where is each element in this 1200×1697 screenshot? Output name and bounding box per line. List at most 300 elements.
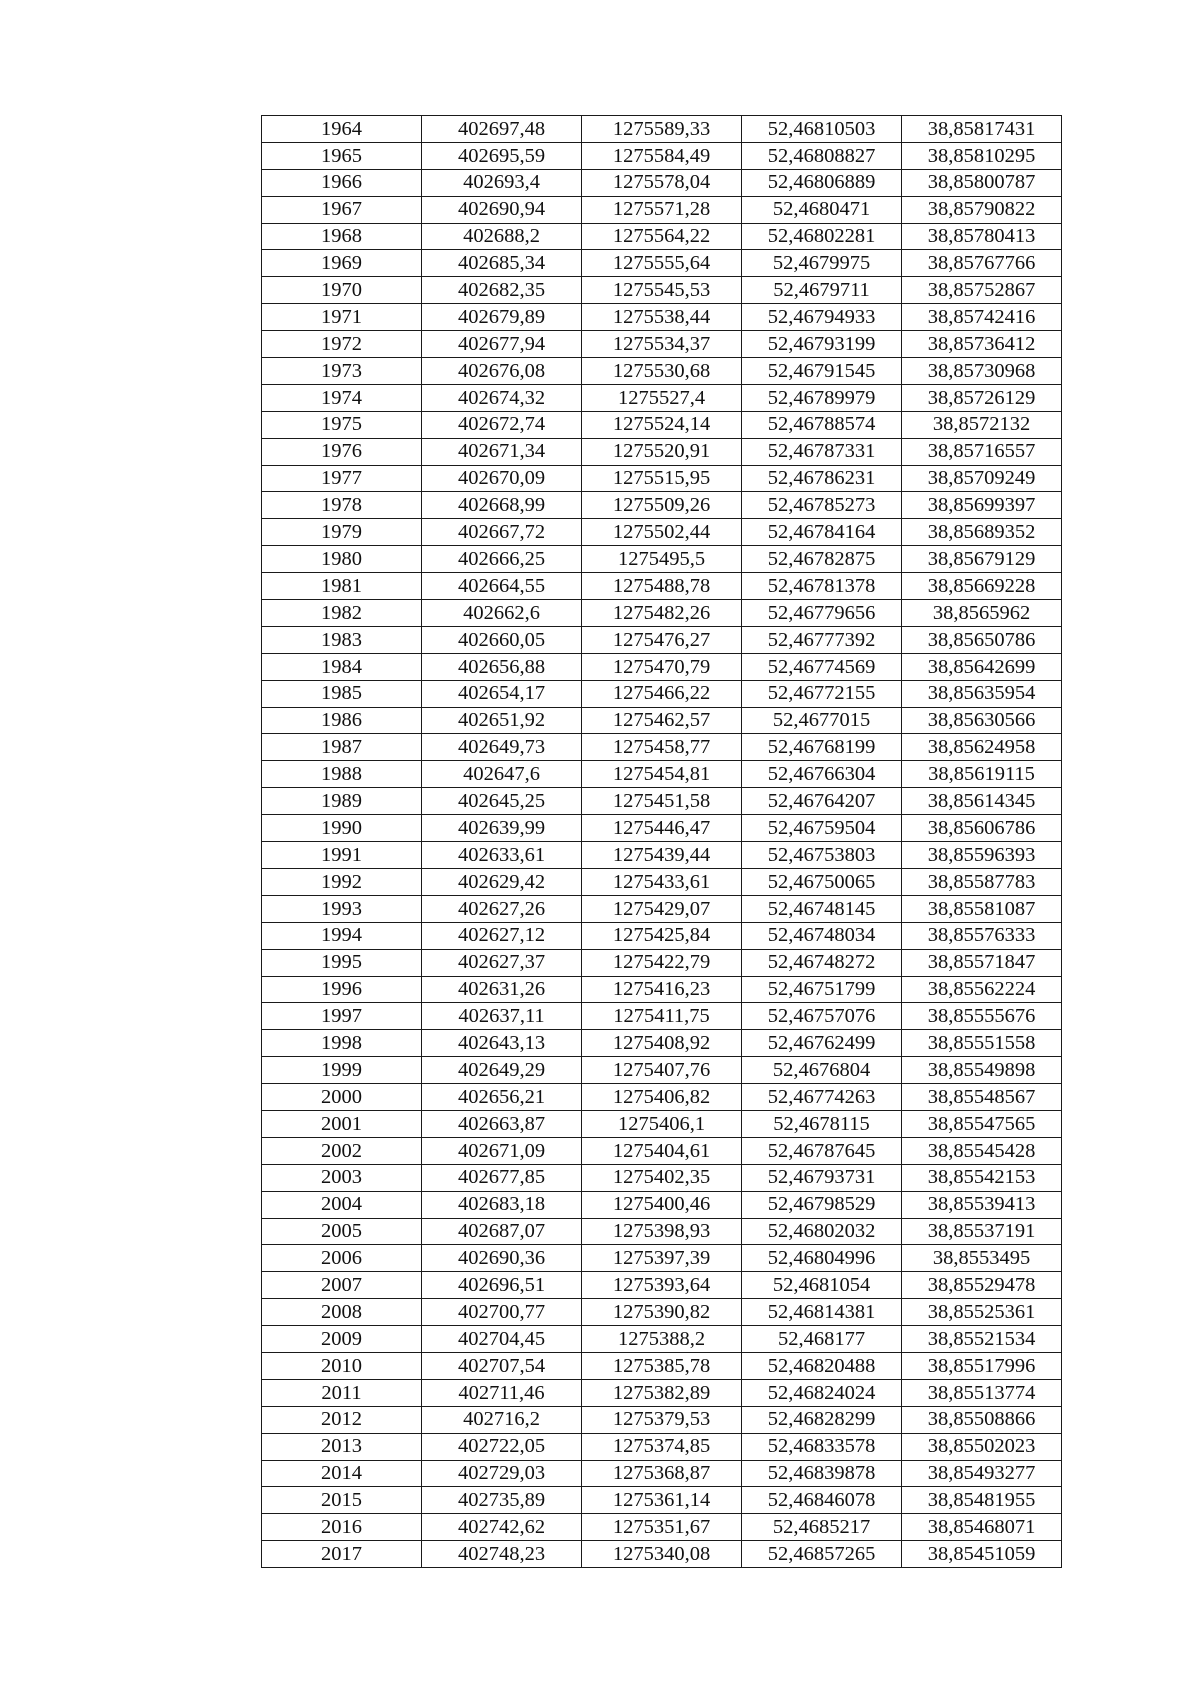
latitude-cell: 52,4676804 — [742, 1057, 902, 1084]
year-cell: 2017 — [262, 1541, 422, 1568]
table-row — [262, 922, 1062, 949]
table-row — [262, 761, 1062, 788]
x-coordinate-cell: 402688,2 — [422, 223, 582, 250]
year-cell: 1979 — [262, 519, 422, 546]
table-row — [262, 1218, 1062, 1245]
table-row — [262, 411, 1062, 438]
latitude-cell: 52,4681054 — [742, 1272, 902, 1299]
latitude-cell: 52,46810503 — [742, 116, 902, 143]
table-row — [262, 626, 1062, 653]
y-coordinate-cell: 1275351,67 — [582, 1514, 742, 1541]
table-row — [262, 707, 1062, 734]
coordinates-table — [261, 115, 1062, 1568]
year-cell: 1989 — [262, 788, 422, 815]
longitude-cell: 38,85596393 — [902, 842, 1062, 869]
longitude-cell: 38,85817431 — [902, 116, 1062, 143]
table-row — [262, 1487, 1062, 1514]
year-cell: 1965 — [262, 142, 422, 169]
x-coordinate-cell: 402656,21 — [422, 1084, 582, 1111]
table-row — [262, 196, 1062, 223]
year-cell: 1986 — [262, 707, 422, 734]
year-cell: 1980 — [262, 546, 422, 573]
year-cell: 2002 — [262, 1137, 422, 1164]
year-cell: 1969 — [262, 250, 422, 277]
x-coordinate-cell: 402668,99 — [422, 492, 582, 519]
longitude-cell: 38,85689352 — [902, 519, 1062, 546]
longitude-cell: 38,85468071 — [902, 1514, 1062, 1541]
longitude-cell: 38,85619115 — [902, 761, 1062, 788]
year-cell: 2005 — [262, 1218, 422, 1245]
year-cell: 1998 — [262, 1030, 422, 1057]
year-cell: 1996 — [262, 976, 422, 1003]
x-coordinate-cell: 402664,55 — [422, 573, 582, 600]
x-coordinate-cell: 402748,23 — [422, 1541, 582, 1568]
latitude-cell: 52,46785273 — [742, 492, 902, 519]
y-coordinate-cell: 1275368,87 — [582, 1460, 742, 1487]
year-cell: 1975 — [262, 411, 422, 438]
year-cell: 2008 — [262, 1299, 422, 1326]
latitude-cell: 52,46748145 — [742, 895, 902, 922]
longitude-cell: 38,85549898 — [902, 1057, 1062, 1084]
latitude-cell: 52,46762499 — [742, 1030, 902, 1057]
longitude-cell: 38,85551558 — [902, 1030, 1062, 1057]
x-coordinate-cell: 402670,09 — [422, 465, 582, 492]
latitude-cell: 52,46824024 — [742, 1379, 902, 1406]
year-cell: 1997 — [262, 1003, 422, 1030]
y-coordinate-cell: 1275340,08 — [582, 1541, 742, 1568]
table-row — [262, 331, 1062, 358]
x-coordinate-cell: 402631,26 — [422, 976, 582, 1003]
longitude-cell: 38,85635954 — [902, 680, 1062, 707]
year-cell: 2006 — [262, 1245, 422, 1272]
y-coordinate-cell: 1275374,85 — [582, 1433, 742, 1460]
x-coordinate-cell: 402697,48 — [422, 116, 582, 143]
y-coordinate-cell: 1275571,28 — [582, 196, 742, 223]
y-coordinate-cell: 1275429,07 — [582, 895, 742, 922]
longitude-cell: 38,85630566 — [902, 707, 1062, 734]
table-row — [262, 1003, 1062, 1030]
latitude-cell: 52,46814381 — [742, 1299, 902, 1326]
table-row — [262, 223, 1062, 250]
x-coordinate-cell: 402729,03 — [422, 1460, 582, 1487]
year-cell: 1974 — [262, 384, 422, 411]
longitude-cell: 38,85513774 — [902, 1379, 1062, 1406]
year-cell: 1967 — [262, 196, 422, 223]
table-row — [262, 653, 1062, 680]
y-coordinate-cell: 1275382,89 — [582, 1379, 742, 1406]
latitude-cell: 52,46804996 — [742, 1245, 902, 1272]
table-row — [262, 976, 1062, 1003]
longitude-cell: 38,85752867 — [902, 277, 1062, 304]
year-cell: 2009 — [262, 1326, 422, 1353]
table-row — [262, 1110, 1062, 1137]
latitude-cell: 52,46802032 — [742, 1218, 902, 1245]
latitude-cell: 52,46833578 — [742, 1433, 902, 1460]
longitude-cell: 38,85493277 — [902, 1460, 1062, 1487]
latitude-cell: 52,46768199 — [742, 734, 902, 761]
y-coordinate-cell: 1275408,92 — [582, 1030, 742, 1057]
table-row — [262, 142, 1062, 169]
year-cell: 1990 — [262, 815, 422, 842]
latitude-cell: 52,46806889 — [742, 169, 902, 196]
longitude-cell: 38,85716557 — [902, 438, 1062, 465]
table-row — [262, 384, 1062, 411]
y-coordinate-cell: 1275433,61 — [582, 868, 742, 895]
y-coordinate-cell: 1275446,47 — [582, 815, 742, 842]
x-coordinate-cell: 402677,85 — [422, 1164, 582, 1191]
longitude-cell: 38,85800787 — [902, 169, 1062, 196]
y-coordinate-cell: 1275361,14 — [582, 1487, 742, 1514]
year-cell: 2001 — [262, 1110, 422, 1137]
year-cell: 2007 — [262, 1272, 422, 1299]
latitude-cell: 52,46793199 — [742, 331, 902, 358]
longitude-cell: 38,85679129 — [902, 546, 1062, 573]
longitude-cell: 38,85451059 — [902, 1541, 1062, 1568]
table-row — [262, 1057, 1062, 1084]
y-coordinate-cell: 1275564,22 — [582, 223, 742, 250]
x-coordinate-cell: 402649,29 — [422, 1057, 582, 1084]
table-row — [262, 788, 1062, 815]
longitude-cell: 38,85624958 — [902, 734, 1062, 761]
y-coordinate-cell: 1275509,26 — [582, 492, 742, 519]
y-coordinate-cell: 1275439,44 — [582, 842, 742, 869]
table-row — [262, 1299, 1062, 1326]
latitude-cell: 52,46784164 — [742, 519, 902, 546]
y-coordinate-cell: 1275388,2 — [582, 1326, 742, 1353]
year-cell: 1981 — [262, 573, 422, 600]
table-row — [262, 1460, 1062, 1487]
table-row — [262, 116, 1062, 143]
latitude-cell: 52,4678115 — [742, 1110, 902, 1137]
latitude-cell: 52,46753803 — [742, 842, 902, 869]
table-row — [262, 358, 1062, 385]
y-coordinate-cell: 1275466,22 — [582, 680, 742, 707]
table-row — [262, 1245, 1062, 1272]
x-coordinate-cell: 402696,51 — [422, 1272, 582, 1299]
table-row — [262, 842, 1062, 869]
y-coordinate-cell: 1275520,91 — [582, 438, 742, 465]
table-row — [262, 169, 1062, 196]
longitude-cell: 38,85571847 — [902, 949, 1062, 976]
longitude-cell: 38,85525361 — [902, 1299, 1062, 1326]
x-coordinate-cell: 402716,2 — [422, 1406, 582, 1433]
y-coordinate-cell: 1275578,04 — [582, 169, 742, 196]
latitude-cell: 52,46774569 — [742, 653, 902, 680]
latitude-cell: 52,46748272 — [742, 949, 902, 976]
table-row — [262, 1272, 1062, 1299]
longitude-cell: 38,85736412 — [902, 331, 1062, 358]
x-coordinate-cell: 402690,94 — [422, 196, 582, 223]
latitude-cell: 52,46787331 — [742, 438, 902, 465]
latitude-cell: 52,46772155 — [742, 680, 902, 707]
latitude-cell: 52,46857265 — [742, 1541, 902, 1568]
table-row — [262, 1137, 1062, 1164]
latitude-cell: 52,468177 — [742, 1326, 902, 1353]
latitude-cell: 52,46793731 — [742, 1164, 902, 1191]
x-coordinate-cell: 402707,54 — [422, 1352, 582, 1379]
latitude-cell: 52,46787645 — [742, 1137, 902, 1164]
x-coordinate-cell: 402639,99 — [422, 815, 582, 842]
year-cell: 1966 — [262, 169, 422, 196]
latitude-cell: 52,46750065 — [742, 868, 902, 895]
longitude-cell: 38,8565962 — [902, 600, 1062, 627]
y-coordinate-cell: 1275398,93 — [582, 1218, 742, 1245]
year-cell: 1992 — [262, 868, 422, 895]
latitude-cell: 52,46798529 — [742, 1191, 902, 1218]
latitude-cell: 52,46757076 — [742, 1003, 902, 1030]
x-coordinate-cell: 402677,94 — [422, 331, 582, 358]
table-row — [262, 815, 1062, 842]
y-coordinate-cell: 1275476,27 — [582, 626, 742, 653]
x-coordinate-cell: 402667,72 — [422, 519, 582, 546]
x-coordinate-cell: 402682,35 — [422, 277, 582, 304]
y-coordinate-cell: 1275458,77 — [582, 734, 742, 761]
latitude-cell: 52,46759504 — [742, 815, 902, 842]
year-cell: 1991 — [262, 842, 422, 869]
year-cell: 1985 — [262, 680, 422, 707]
x-coordinate-cell: 402687,07 — [422, 1218, 582, 1245]
longitude-cell: 38,85576333 — [902, 922, 1062, 949]
table-row — [262, 465, 1062, 492]
longitude-cell: 38,85517996 — [902, 1352, 1062, 1379]
x-coordinate-cell: 402671,34 — [422, 438, 582, 465]
x-coordinate-cell: 402627,12 — [422, 922, 582, 949]
latitude-cell: 52,46748034 — [742, 922, 902, 949]
longitude-cell: 38,85606786 — [902, 815, 1062, 842]
table-row — [262, 680, 1062, 707]
x-coordinate-cell: 402722,05 — [422, 1433, 582, 1460]
x-coordinate-cell: 402654,17 — [422, 680, 582, 707]
latitude-cell: 52,46808827 — [742, 142, 902, 169]
y-coordinate-cell: 1275411,75 — [582, 1003, 742, 1030]
longitude-cell: 38,85642699 — [902, 653, 1062, 680]
year-cell: 1999 — [262, 1057, 422, 1084]
latitude-cell: 52,4685217 — [742, 1514, 902, 1541]
year-cell: 1971 — [262, 304, 422, 331]
table-body — [262, 116, 1062, 1568]
y-coordinate-cell: 1275527,4 — [582, 384, 742, 411]
longitude-cell: 38,85481955 — [902, 1487, 1062, 1514]
longitude-cell: 38,85548567 — [902, 1084, 1062, 1111]
y-coordinate-cell: 1275462,57 — [582, 707, 742, 734]
x-coordinate-cell: 402700,77 — [422, 1299, 582, 1326]
y-coordinate-cell: 1275400,46 — [582, 1191, 742, 1218]
y-coordinate-cell: 1275406,82 — [582, 1084, 742, 1111]
y-coordinate-cell: 1275416,23 — [582, 976, 742, 1003]
x-coordinate-cell: 402676,08 — [422, 358, 582, 385]
x-coordinate-cell: 402643,13 — [422, 1030, 582, 1057]
x-coordinate-cell: 402735,89 — [422, 1487, 582, 1514]
y-coordinate-cell: 1275406,1 — [582, 1110, 742, 1137]
table-row — [262, 1030, 1062, 1057]
year-cell: 1995 — [262, 949, 422, 976]
x-coordinate-cell: 402663,87 — [422, 1110, 582, 1137]
table-row — [262, 250, 1062, 277]
year-cell: 1964 — [262, 116, 422, 143]
table-row — [262, 1433, 1062, 1460]
year-cell: 2016 — [262, 1514, 422, 1541]
year-cell: 1984 — [262, 653, 422, 680]
longitude-cell: 38,8572132 — [902, 411, 1062, 438]
longitude-cell: 38,85669228 — [902, 573, 1062, 600]
year-cell: 1973 — [262, 358, 422, 385]
table-row — [262, 1191, 1062, 1218]
year-cell: 1970 — [262, 277, 422, 304]
y-coordinate-cell: 1275454,81 — [582, 761, 742, 788]
y-coordinate-cell: 1275555,64 — [582, 250, 742, 277]
table-row — [262, 1352, 1062, 1379]
x-coordinate-cell: 402662,6 — [422, 600, 582, 627]
longitude-cell: 38,85614345 — [902, 788, 1062, 815]
year-cell: 2004 — [262, 1191, 422, 1218]
latitude-cell: 52,4679975 — [742, 250, 902, 277]
table-row — [262, 492, 1062, 519]
y-coordinate-cell: 1275515,95 — [582, 465, 742, 492]
x-coordinate-cell: 402627,26 — [422, 895, 582, 922]
x-coordinate-cell: 402651,92 — [422, 707, 582, 734]
year-cell: 1978 — [262, 492, 422, 519]
x-coordinate-cell: 402645,25 — [422, 788, 582, 815]
longitude-cell: 38,85709249 — [902, 465, 1062, 492]
longitude-cell: 38,85767766 — [902, 250, 1062, 277]
longitude-cell: 38,85539413 — [902, 1191, 1062, 1218]
longitude-cell: 38,85537191 — [902, 1218, 1062, 1245]
table-row — [262, 573, 1062, 600]
y-coordinate-cell: 1275451,58 — [582, 788, 742, 815]
longitude-cell: 38,85547565 — [902, 1110, 1062, 1137]
table-row — [262, 438, 1062, 465]
latitude-cell: 52,46779656 — [742, 600, 902, 627]
year-cell: 2011 — [262, 1379, 422, 1406]
table-row — [262, 277, 1062, 304]
year-cell: 1982 — [262, 600, 422, 627]
y-coordinate-cell: 1275502,44 — [582, 519, 742, 546]
y-coordinate-cell: 1275404,61 — [582, 1137, 742, 1164]
latitude-cell: 52,46788574 — [742, 411, 902, 438]
x-coordinate-cell: 402666,25 — [422, 546, 582, 573]
table-row — [262, 1379, 1062, 1406]
latitude-cell: 52,46839878 — [742, 1460, 902, 1487]
table-row — [262, 868, 1062, 895]
table-row — [262, 1084, 1062, 1111]
latitude-cell: 52,46774263 — [742, 1084, 902, 1111]
x-coordinate-cell: 402660,05 — [422, 626, 582, 653]
latitude-cell: 52,4677015 — [742, 707, 902, 734]
longitude-cell: 38,85555676 — [902, 1003, 1062, 1030]
latitude-cell: 52,46764207 — [742, 788, 902, 815]
y-coordinate-cell: 1275422,79 — [582, 949, 742, 976]
table-row — [262, 1541, 1062, 1568]
latitude-cell: 52,46789979 — [742, 384, 902, 411]
table-row — [262, 600, 1062, 627]
latitude-cell: 52,46751799 — [742, 976, 902, 1003]
latitude-cell: 52,46766304 — [742, 761, 902, 788]
year-cell: 1993 — [262, 895, 422, 922]
longitude-cell: 38,85742416 — [902, 304, 1062, 331]
latitude-cell: 52,46781378 — [742, 573, 902, 600]
y-coordinate-cell: 1275538,44 — [582, 304, 742, 331]
x-coordinate-cell: 402685,34 — [422, 250, 582, 277]
year-cell: 2014 — [262, 1460, 422, 1487]
longitude-cell: 38,85542153 — [902, 1164, 1062, 1191]
y-coordinate-cell: 1275482,26 — [582, 600, 742, 627]
y-coordinate-cell: 1275495,5 — [582, 546, 742, 573]
y-coordinate-cell: 1275530,68 — [582, 358, 742, 385]
y-coordinate-cell: 1275407,76 — [582, 1057, 742, 1084]
latitude-cell: 52,4680471 — [742, 196, 902, 223]
x-coordinate-cell: 402649,73 — [422, 734, 582, 761]
latitude-cell: 52,46782875 — [742, 546, 902, 573]
latitude-cell: 52,46820488 — [742, 1352, 902, 1379]
x-coordinate-cell: 402690,36 — [422, 1245, 582, 1272]
x-coordinate-cell: 402704,45 — [422, 1326, 582, 1353]
y-coordinate-cell: 1275385,78 — [582, 1352, 742, 1379]
y-coordinate-cell: 1275397,39 — [582, 1245, 742, 1272]
latitude-cell: 52,46786231 — [742, 465, 902, 492]
x-coordinate-cell: 402633,61 — [422, 842, 582, 869]
longitude-cell: 38,85581087 — [902, 895, 1062, 922]
y-coordinate-cell: 1275393,64 — [582, 1272, 742, 1299]
table-row — [262, 1164, 1062, 1191]
table-row — [262, 734, 1062, 761]
x-coordinate-cell: 402683,18 — [422, 1191, 582, 1218]
year-cell: 1983 — [262, 626, 422, 653]
longitude-cell: 38,85508866 — [902, 1406, 1062, 1433]
table-row — [262, 1406, 1062, 1433]
x-coordinate-cell: 402695,59 — [422, 142, 582, 169]
latitude-cell: 52,46846078 — [742, 1487, 902, 1514]
longitude-cell: 38,85790822 — [902, 196, 1062, 223]
y-coordinate-cell: 1275390,82 — [582, 1299, 742, 1326]
latitude-cell: 52,46794933 — [742, 304, 902, 331]
year-cell: 2003 — [262, 1164, 422, 1191]
longitude-cell: 38,85562224 — [902, 976, 1062, 1003]
longitude-cell: 38,8553495 — [902, 1245, 1062, 1272]
longitude-cell: 38,85730968 — [902, 358, 1062, 385]
table-row — [262, 546, 1062, 573]
year-cell: 1976 — [262, 438, 422, 465]
latitude-cell: 52,46777392 — [742, 626, 902, 653]
latitude-cell: 52,46828299 — [742, 1406, 902, 1433]
longitude-cell: 38,85650786 — [902, 626, 1062, 653]
x-coordinate-cell: 402711,46 — [422, 1379, 582, 1406]
x-coordinate-cell: 402629,42 — [422, 868, 582, 895]
x-coordinate-cell: 402627,37 — [422, 949, 582, 976]
y-coordinate-cell: 1275584,49 — [582, 142, 742, 169]
year-cell: 1968 — [262, 223, 422, 250]
year-cell: 1987 — [262, 734, 422, 761]
longitude-cell: 38,85780413 — [902, 223, 1062, 250]
year-cell: 2000 — [262, 1084, 422, 1111]
longitude-cell: 38,85587783 — [902, 868, 1062, 895]
longitude-cell: 38,85521534 — [902, 1326, 1062, 1353]
y-coordinate-cell: 1275425,84 — [582, 922, 742, 949]
latitude-cell: 52,46802281 — [742, 223, 902, 250]
y-coordinate-cell: 1275402,35 — [582, 1164, 742, 1191]
x-coordinate-cell: 402671,09 — [422, 1137, 582, 1164]
x-coordinate-cell: 402656,88 — [422, 653, 582, 680]
year-cell: 2010 — [262, 1352, 422, 1379]
latitude-cell: 52,46791545 — [742, 358, 902, 385]
longitude-cell: 38,85810295 — [902, 142, 1062, 169]
longitude-cell: 38,85699397 — [902, 492, 1062, 519]
x-coordinate-cell: 402742,62 — [422, 1514, 582, 1541]
y-coordinate-cell: 1275545,53 — [582, 277, 742, 304]
longitude-cell: 38,85726129 — [902, 384, 1062, 411]
longitude-cell: 38,85545428 — [902, 1137, 1062, 1164]
y-coordinate-cell: 1275524,14 — [582, 411, 742, 438]
longitude-cell: 38,85502023 — [902, 1433, 1062, 1460]
